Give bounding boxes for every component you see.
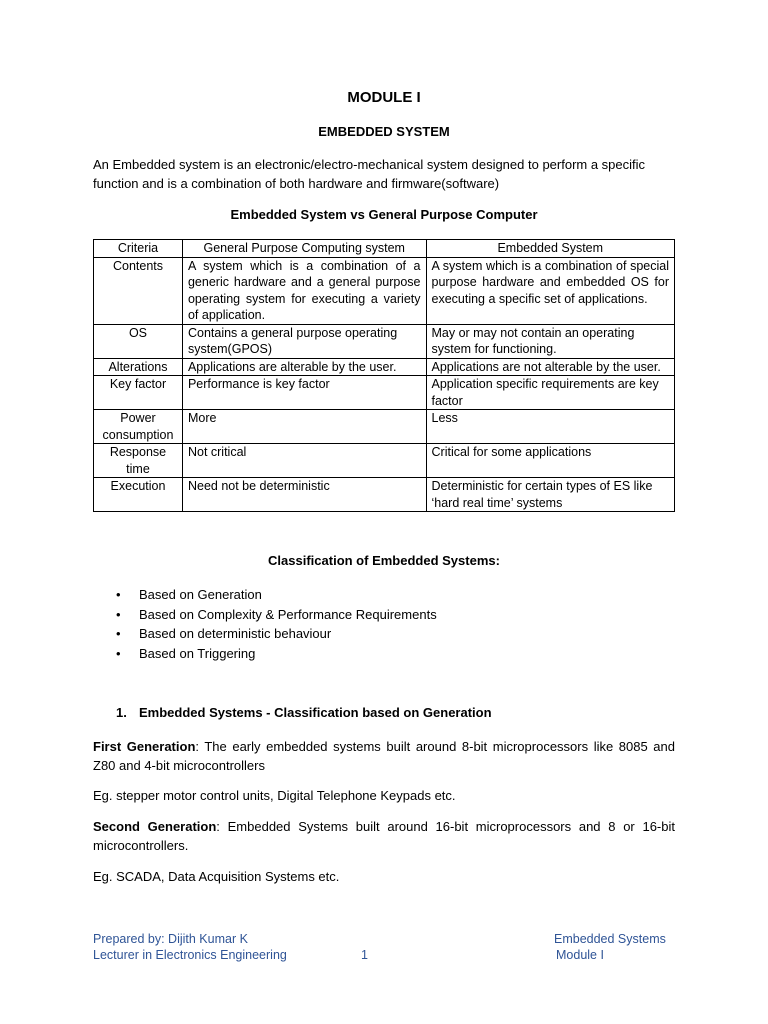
document-title: EMBEDDED SYSTEM xyxy=(318,124,450,139)
criteria-cell: Alterations xyxy=(94,358,183,376)
es-cell: Critical for some applications xyxy=(426,444,675,478)
list-item xyxy=(116,624,437,644)
first-generation-label: First Generation xyxy=(93,739,196,754)
table-row xyxy=(94,358,675,376)
table-row xyxy=(94,410,675,444)
section-number: 1. xyxy=(116,705,127,720)
criteria-cell: Response time xyxy=(94,444,183,478)
second-generation-example: Eg. SCADA, Data Acquisition Systems etc. xyxy=(93,869,340,884)
footer-position: Lecturer in Electronics Engineering xyxy=(93,948,287,962)
es-cell: Application specific requirements are key factor xyxy=(426,376,675,410)
footer-page-number: 1 xyxy=(361,948,368,962)
list-item xyxy=(116,585,437,605)
classification-title: Classification of Embedded Systems: xyxy=(268,553,500,568)
list-item xyxy=(116,605,437,625)
bullet-icon: • xyxy=(116,606,121,622)
section-title: Embedded Systems - Classification based on Generation xyxy=(139,705,492,720)
list-item-label: Based on Complexity & Performance Requirements xyxy=(139,606,437,622)
criteria-cell: Contents xyxy=(94,257,183,324)
second-generation-label: Second Generation xyxy=(93,819,217,834)
gp-cell: Applications are alterable by the user. xyxy=(182,358,426,376)
es-cell: Deterministic for certain types of ES like ‘hard real time’ systems xyxy=(426,478,675,512)
footer-module: Module I xyxy=(556,948,604,962)
comparison-table xyxy=(93,239,675,512)
section-heading xyxy=(116,705,492,720)
header-embedded: Embedded System xyxy=(426,240,675,258)
header-general-purpose: General Purpose Computing system xyxy=(182,240,426,258)
comparison-table-title: Embedded System vs General Purpose Computer xyxy=(230,207,538,222)
gp-cell: Contains a general purpose operating system(GPOS) xyxy=(182,324,426,358)
es-cell: A system which is a combination of special purpose hardware and embedded OS for executing a specific set of applications. xyxy=(426,257,675,324)
gp-cell: Performance is key factor xyxy=(182,376,426,410)
es-cell: May or may not contain an operating system for functioning. xyxy=(426,324,675,358)
gp-cell: More xyxy=(182,410,426,444)
first-generation-paragraph xyxy=(93,737,675,775)
second-generation-paragraph xyxy=(93,817,675,855)
gp-cell: Not critical xyxy=(182,444,426,478)
first-generation-text: : The early embedded systems built around 8-bit microprocessors like 8085 and Z80 and 4-bit microcontrollers xyxy=(93,739,675,773)
module-title: MODULE I xyxy=(347,89,421,106)
criteria-cell: Execution xyxy=(94,478,183,512)
table-row xyxy=(94,444,675,478)
intro-paragraph: An Embedded system is an electronic/electro-mechanical system designed to perform a specific function and is a combination of both hardware and firmware(software) xyxy=(93,157,646,191)
table-row xyxy=(94,324,675,358)
bullet-icon: • xyxy=(116,626,121,641)
list-item xyxy=(116,644,437,664)
header-criteria: Criteria xyxy=(94,240,183,258)
list-item-label: Based on Triggering xyxy=(139,645,256,661)
second-generation-text: : Embedded Systems built around 16-bit microprocessors and 8 or 16-bit microcontrollers. xyxy=(93,819,675,853)
criteria-cell: Power consumption xyxy=(94,410,183,444)
table-row xyxy=(94,478,675,512)
list-item-label: Based on Generation xyxy=(139,587,262,602)
table-header-row xyxy=(94,240,675,258)
gp-cell: Need not be deterministic xyxy=(182,478,426,512)
list-item-label: Based on deterministic behaviour xyxy=(139,626,332,641)
es-cell: Less xyxy=(426,410,675,444)
first-generation-example: Eg. stepper motor control units, Digital Telephone Keypads etc. xyxy=(93,788,456,803)
bullet-icon: • xyxy=(116,645,121,661)
footer-prepared-by: Prepared by: Dijith Kumar K xyxy=(93,932,248,946)
footer-subject: Embedded Systems xyxy=(554,932,666,946)
bullet-icon: • xyxy=(116,587,121,602)
classification-list xyxy=(116,585,437,663)
gp-cell: A system which is a combination of a generic hardware and a general purpose operating system for executing a variety of application. xyxy=(182,257,426,324)
table-row xyxy=(94,376,675,410)
table-row xyxy=(94,257,675,324)
criteria-cell: Key factor xyxy=(94,376,183,410)
es-cell: Applications are not alterable by the user. xyxy=(426,358,675,376)
criteria-cell: OS xyxy=(94,324,183,358)
